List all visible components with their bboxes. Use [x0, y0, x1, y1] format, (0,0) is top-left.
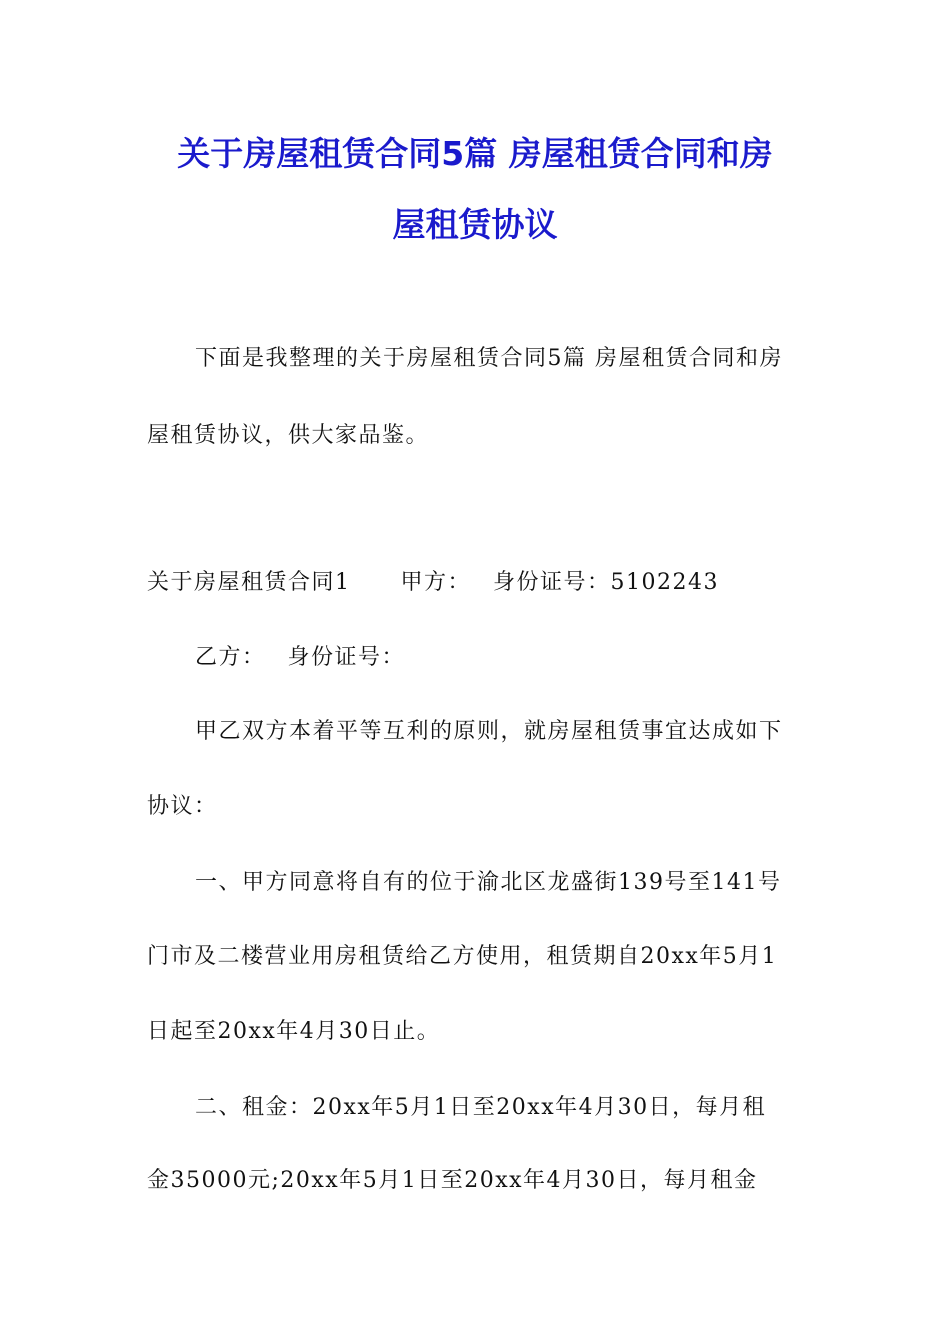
contract-heading: 关于房屋租赁合同1 — [147, 570, 351, 595]
party-a-id: 身份证号：5102243 — [493, 570, 719, 595]
paragraph-2-line-1: 一、甲方同意将自有的位于渝北区龙盛街139号至141号 — [195, 870, 782, 895]
paragraph-2-line-3: 日起至20xx年4月30日止。 — [147, 1019, 441, 1044]
party-b-label: 乙方： — [195, 645, 266, 670]
paragraph-3-line-1: 二、租金：20xx年5月1日至20xx年4月30日，每月租 — [195, 1095, 767, 1120]
contract-heading-row — [147, 568, 719, 598]
paragraph-3-line-2: 金35000元;20xx年5月1日至20xx年4月30日，每月租金 — [147, 1168, 758, 1193]
intro-line-2: 屋租赁协议，供大家品鉴。 — [147, 423, 430, 448]
paragraph-2-line-2: 门市及二楼营业用房租赁给乙方使用，租赁期自20xx年5月1 — [147, 944, 778, 969]
paragraph-1-line-2: 协议： — [147, 794, 218, 819]
party-b-id: 身份证号： — [287, 645, 406, 670]
intro-line-1: 下面是我整理的关于房屋租赁合同5篇 房屋租赁合同和房 — [195, 346, 783, 371]
party-a-label: 甲方： — [400, 570, 472, 595]
party-b-row — [195, 643, 405, 673]
paragraph-1-line-1: 甲乙双方本着平等互利的原则，就房屋租赁事宜达成如下 — [195, 719, 783, 744]
document-title-line-2: 屋租赁协议 — [392, 205, 558, 244]
document-title-line-1: 关于房屋租赁合同5篇 房屋租赁合同和房 — [177, 134, 773, 173]
